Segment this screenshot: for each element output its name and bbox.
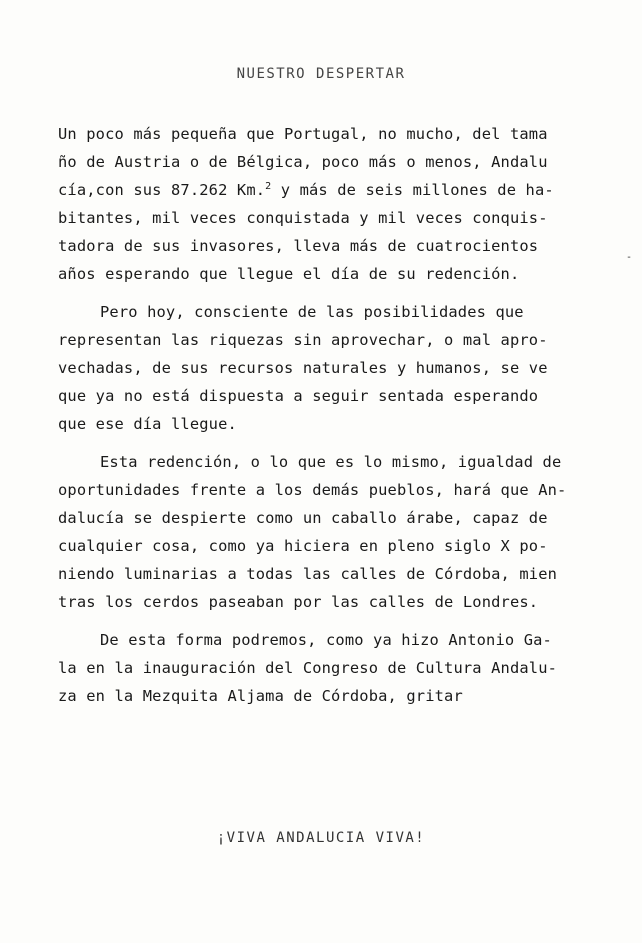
text-line: De esta forma podremos, como ya hizo Antonio Ga- <box>100 631 552 649</box>
text-line: Un poco más pequeña que Portugal, no mucho, del tama <box>58 125 548 143</box>
text-line: Esta redención, o lo que es lo mismo, igualdad de <box>100 453 562 471</box>
text-line: bitantes, mil veces conquistada y mil veces conquis- <box>58 209 548 227</box>
text-line: dalucía se despierte como un caballo árabe, capaz de <box>58 509 548 527</box>
text-line <box>58 176 606 204</box>
text-line: vechadas, de sus recursos naturales y humanos, se ve <box>58 359 548 377</box>
text-line: niendo luminarias a todas las calles de Córdoba, mien <box>58 565 558 583</box>
text-segment: y más de seis millones de ha- <box>271 181 554 199</box>
text-line: que ese día llegue. <box>58 415 237 433</box>
text-segment: cía,con sus 87.262 Km. <box>58 181 266 199</box>
text-line: Pero hoy, consciente de las posibilidades que <box>100 303 524 321</box>
superscript: 2 <box>265 180 272 192</box>
text-line: za en la Mezquita Aljama de Córdoba, gritar <box>58 687 463 705</box>
text-line: representan las riquezas sin aprovechar, o mal apro- <box>58 331 548 349</box>
document-title: NUESTRO DESPERTAR <box>236 66 406 82</box>
text-line: la en la inauguración del Congreso de Cultura Andalu- <box>58 659 558 677</box>
paragraph-gap <box>58 288 606 298</box>
body-text <box>58 120 606 710</box>
text-line: años esperando que llegue el día de su redención. <box>58 265 520 283</box>
text-line: oportunidades frente a los demás pueblos, hará que An- <box>58 481 567 499</box>
paragraph-gap <box>58 438 606 448</box>
text-line: cualquier cosa, como ya hiciera en pleno siglo X po- <box>58 537 548 555</box>
text-line: tadora de sus invasores, lleva más de cuatrocientos <box>58 237 539 255</box>
margin-mark: - <box>626 252 633 263</box>
text-line: tras los cerdos paseaban por las calles de Londres. <box>58 593 539 611</box>
paragraph-gap <box>58 616 606 626</box>
text-line: ño de Austria o de Bélgica, poco más o menos, Andalu <box>58 153 548 171</box>
text-line: que ya no está dispuesta a seguir sentada esperando <box>58 387 539 405</box>
closing-exclamation: ¡VIVA ANDALUCIA VIVA! <box>216 830 426 846</box>
